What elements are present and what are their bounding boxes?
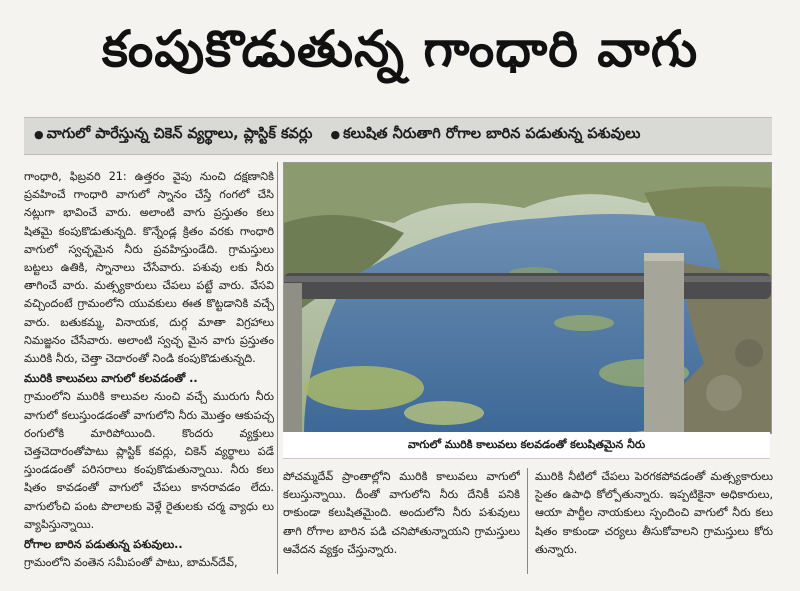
headline: కంపుకొడుతున్న గాంధారి వాగు bbox=[101, 20, 699, 78]
column-divider bbox=[277, 162, 278, 574]
highlights-bar bbox=[24, 117, 772, 155]
article-paragraph: పోచమ్మదేవ్ ప్రాంతాల్లోని మురికి కాలువలు వాగులో కలుస్తున్నాయి. దీంతో వాగులోని నీరు దేనికీ పనికి రాకుండా కలుషితమైంది. అందులోని నీరు పశువులు తాగి రోగాల బారిన పడి చనిపోతున్నాయని గ్రామస్తులు ఆవేదన వ్యక్తం చేస్తున్నారు. bbox=[283, 470, 520, 556]
dateline: గాంధారి, ఫిబ్రవరి 21: bbox=[24, 170, 127, 183]
photo-caption: వాగులో మురికి కాలువలు కలవడంతో కలుషితమైన నీరు bbox=[283, 432, 770, 459]
highlight-item: ● కలుషిత నీరుతాగి రోగాల బారిన పడుతున్న పశువులు bbox=[330, 126, 640, 146]
article-paragraph: గ్రామంలోని వంతెన సమీపంతో పాటు, బామన్‌దేవ్, bbox=[24, 556, 238, 570]
polluted-stream-photo bbox=[284, 163, 771, 433]
article-column-1 bbox=[24, 168, 274, 573]
subheading: రోగాల బారిన పడుతున్న పశువులు.. bbox=[24, 538, 183, 552]
highlight-item: ● వాగులో పారేస్తున్న చికెన్ వ్యర్థాలు, ప్లాస్టిక్ కవర్లు bbox=[34, 126, 312, 146]
subheading: మురికి కాలువలు వాగులో కలవడంతో .. bbox=[24, 372, 198, 386]
news-photo bbox=[283, 162, 772, 434]
column-divider bbox=[527, 468, 528, 574]
article-column-3 bbox=[535, 468, 773, 578]
article-column-2 bbox=[283, 468, 520, 578]
article-paragraph: గ్రామంలోని మురికి కాలువల నుంచి వచ్చే మురుగు నీరు వాగులో కలుస్తుండడంతో వాగులోని నీరు మొత్తం ఆకుపచ్చ రంగులోకి మారిపోయింది. కొందరు వ్యక్తులు చెత్తచెదారంతోపాటు ప్లాస్టిక్ కవర్లు, చికెన్ వ్యర్థాలు పడే స్తుండడంతో పరిసరాలు కంపుకొడుతున్నాయి. నీరు కలు షితం కావడంతో వాగులో చేపలు కానరావడం లేదు. వాగులోంచి పంట పొలాలకు వెళ్లే రైతులకు చర్మ వ్యాధు లు వ్యాపిస్తున్నాయి. bbox=[24, 390, 274, 531]
article-paragraph: మురికి నీటిలో చేపలు పెరగకపోవడంతో మత్స్యకారులు సైతం ఉపాధి కోల్పోతున్నారు. ఇప్పటికైనా అధికారులు, ఆయా పార్టీల నాయకులు స్పందించి వాగులో నీరు కలు షితం కాకుండా చర్యలు తీసుకోవాలని గ్రామస్తులు కోరు తున్నారు. bbox=[535, 470, 773, 556]
article-paragraph bbox=[24, 168, 274, 368]
article-text: ఉత్తరం వైపు నుంచి దక్షణానికి ప్రవహించే గాంధారి వాగులో స్నానం చేస్తే గంగలో చేసి నట్లుగా భావించే వారు. అలాంటి వాగు ప్రస్తుతం కలు షితమై కంపుకొడుతున్నది. కొన్నేండ్ల క్రితం వరకు గాంధారి వాగులో స్వచ్ఛమైన నీరు ప్రవహిస్తుండేది. గ్రామస్తులు బట్టలు ఉతికి, స్నానాలు చేసేవారు. పశువు లకు నీరు తాగించే వారు. మత్స్యకారులు చేపలు పట్టే వారు. వేసవి వచ్చిందంటే గ్రామంలోని యువకులు ఈత కొట్టడానికి వచ్చే వారు. బతుకమ్మ, వినాయక, దుర్గ మాతా విగ్రహాలు నిమజ్జనం చేసేవారు. అలాంటి స్వచ్ఛ మైన వాగు ప్రస్తుతం మురికి నీరు, చెత్తా చెదారంతో నిండి కంపుకొడుతున్నది. bbox=[24, 170, 274, 366]
